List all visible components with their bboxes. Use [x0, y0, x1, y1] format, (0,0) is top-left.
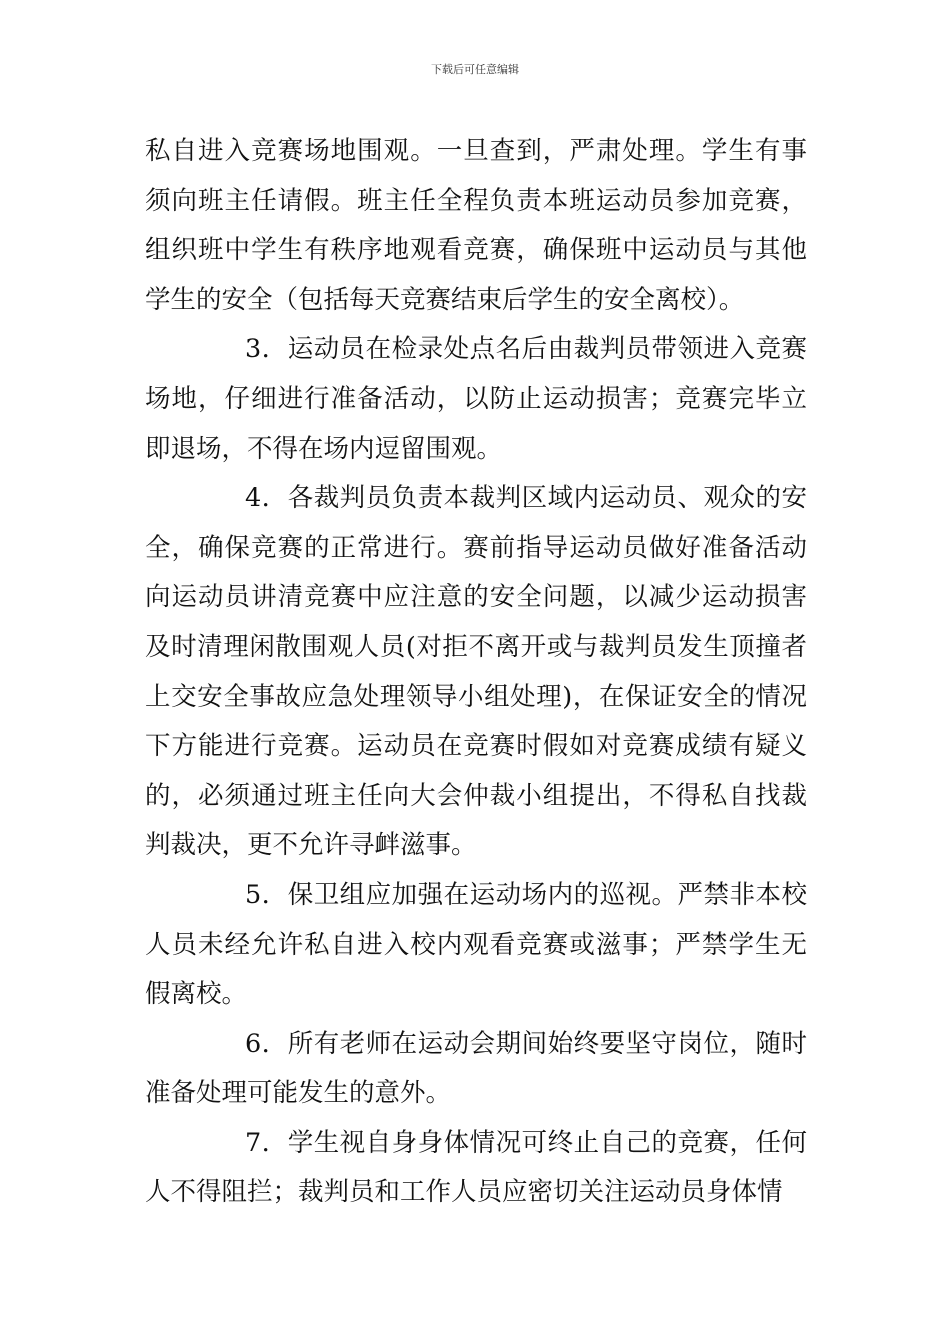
document-body — [145, 127, 807, 1218]
paragraph-item-5: 5．保卫组应加强在运动场内的巡视。严禁非本校人员未经允许私自进入校内观看竞赛或滋事；严禁学生无假离校。 — [145, 879, 807, 1010]
page-header: 下载后可任意编辑 — [431, 63, 519, 76]
paragraph-item-4: 4．各裁判员负责本裁判区域内运动员、观众的安全，确保竞赛的正常进行。赛前指导运动员做好准备活动向运动员讲清竞赛中应注意的安全问题，以减少运动损害及时清理闲散围观人员(对拒不离开或与裁判员发生顶撞者上交安全事故应急处理领导小组处理)，在保证安全的情况下方能进行竞赛。运动员在竞赛时假如对竞赛成绩有疑义的，必须通过班主任向大会仲裁小组提出，不得私自找裁判裁决，更不允许寻衅滋事。 — [145, 483, 807, 861]
paragraph-item-7: 7．学生视自身身体情况可终止自己的竞赛，任何人不得阻拦；裁判员和工作人员应密切关注运动员身体情 — [145, 1127, 807, 1208]
paragraph-item-3: 3．运动员在检录处点名后由裁判员带领进入竞赛场地，仔细进行准备活动，以防止运动损害；竞赛完毕立即退场，不得在场内逗留围观。 — [145, 334, 807, 464]
paragraph-continued: 私自进入竞赛场地围观。一旦查到，严肃处理。学生有事须向班主任请假。班主任全程负责本班运动员参加竞赛，组织班中学生有秩序地观看竞赛，确保班中运动员与其他学生的安全（包括每天竞赛结束后学生的安全离校）。 — [145, 136, 807, 315]
paragraph-item-6: 6．所有老师在运动会期间始终要坚守岗位，随时准备处理可能发生的意外。 — [145, 1028, 807, 1109]
